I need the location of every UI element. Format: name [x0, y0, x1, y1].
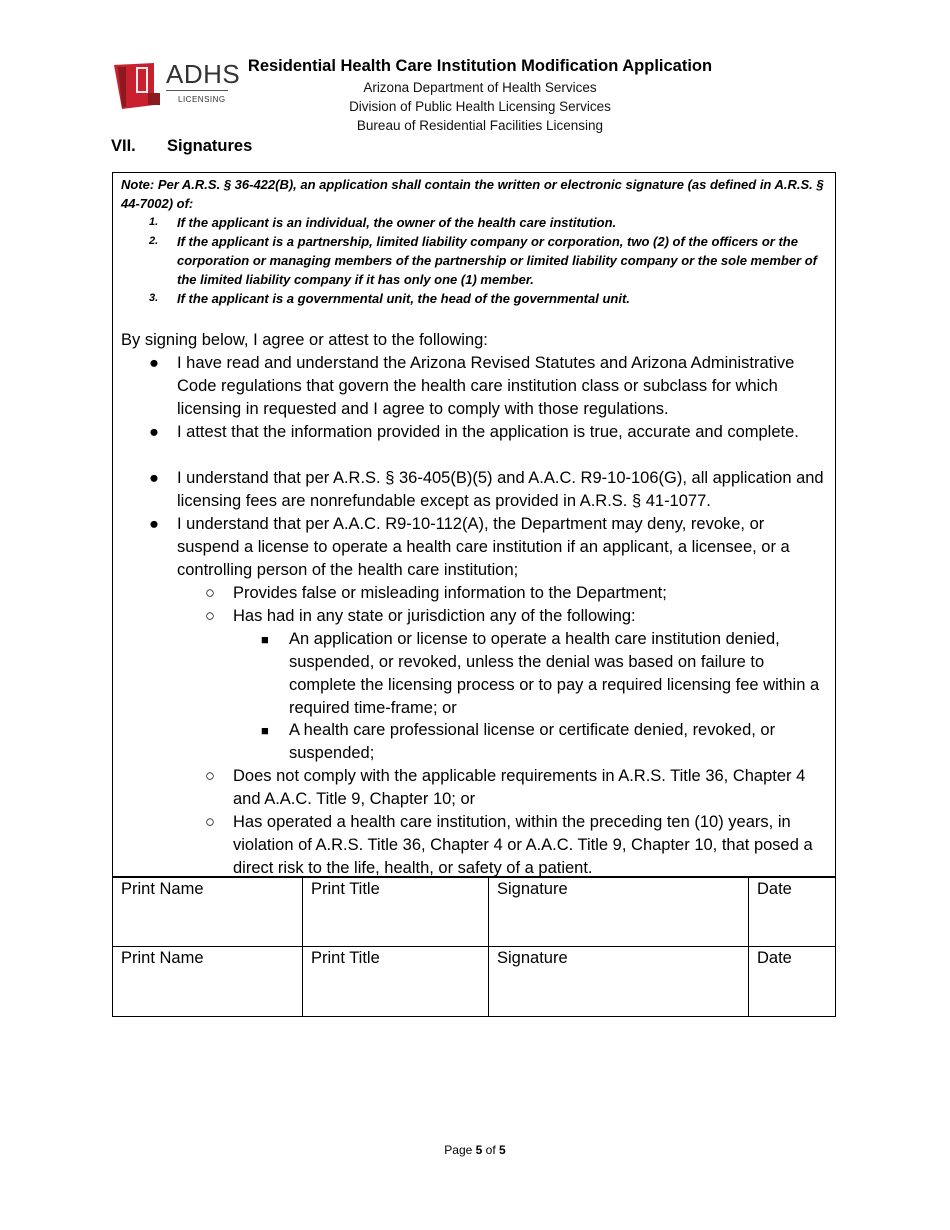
page-total: 5 [499, 1143, 506, 1157]
print-title-field[interactable]: Print Title [303, 947, 489, 1016]
circle-bullet-icon: ○ [205, 813, 215, 831]
document-title: Residential Health Care Institution Modification Application [247, 57, 713, 75]
logo-text: ADHS [166, 59, 241, 89]
page-label: Page [444, 1143, 476, 1157]
attest-item: I have read and understand the Arizona Revised Statutes and Arizona Administrative Code regulations that govern the health care institution class or subclass for which licensing in requested and I agree to comply with those regulations. [177, 354, 795, 418]
square-bullet-icon: ■ [261, 632, 269, 647]
note-item-text: If the applicant is a partnership, limited liability company or corporation, two (2) of the officers or the corporation or managing members of the partnership or limited liability company or the sole member of the limited liability company if it has only one (1) member. [177, 234, 818, 287]
section-number: VII. [111, 137, 136, 155]
date-field[interactable]: Date [749, 878, 835, 947]
note-item-number: 2. [149, 235, 159, 247]
attest-subsubitem: An application or license to operate a health care institution denied, suspended, or revoked, unless the denial was based on failure to complete the licensing process or to pay a required licensing fee within a required time-frame; or [289, 630, 820, 717]
attestation-box [112, 172, 836, 877]
division-name: Division of Public Health Licensing Services [349, 99, 611, 114]
note-item [121, 289, 833, 308]
attest-subsubitem: A health care professional license or certificate denied, revoked, or suspended; [289, 721, 776, 762]
circle-bullet-icon: ○ [205, 767, 215, 785]
attest-subitem: Does not comply with the applicable requirements in A.R.S. Title 36, Chapter 4 and A.A.C. Title 9, Chapter 10; or [233, 767, 806, 808]
attest-subitem: Provides false or misleading information to the Department; [233, 584, 667, 602]
legal-note: Note: Per A.R.S. § 36-422(B), an application shall contain the written or electronic signature (as defined in A.R.S. § 44-7002) of: [121, 177, 824, 211]
circle-bullet-icon: ○ [205, 584, 215, 602]
page-number: 5 [475, 1143, 483, 1157]
square-bullet-icon: ■ [261, 723, 269, 738]
bullet-icon: ● [149, 354, 159, 372]
bullet-icon: ● [149, 469, 159, 487]
bullet-icon: ● [149, 515, 159, 533]
note-item [121, 213, 833, 232]
signature-field[interactable]: Signature [489, 878, 749, 947]
signature-table [112, 877, 836, 1017]
attest-subitem: Has had in any state or jurisdiction any of the following: [233, 607, 636, 625]
logo-subtext: LICENSING [178, 95, 226, 104]
attest-intro: By signing below, I agree or attest to the following: [121, 331, 488, 349]
print-name-field[interactable]: Print Name [113, 947, 303, 1016]
attest-subitem: Has operated a health care institution, within the preceding ten (10) years, in violation of A.R.S. Title 36, Chapter 4 or A.A.C. Title 9, Chapter 10, that posed a direct risk to the life, health, or safety of a patient. [233, 813, 813, 877]
department-name: Arizona Department of Health Services [363, 80, 597, 95]
section-heading [111, 137, 252, 156]
print-title-field[interactable]: Print Title [303, 878, 489, 947]
circle-bullet-icon: ○ [205, 607, 215, 625]
attest-item: I attest that the information provided in the application is true, accurate and complete. [177, 423, 799, 441]
date-field[interactable]: Date [757, 949, 792, 967]
attest-item: I understand that per A.A.C. R9-10-112(A), the Department may deny, revoke, or suspend a license to operate a health care institution if an applicant, a licensee, or a controlling person of the health care institution; [177, 515, 790, 579]
attest-item: I understand that per A.R.S. § 36-405(B)(5) and A.A.C. R9-10-106(G), all application and licensing fees are nonrefundable except as provided in A.R.S. § 41-1077. [177, 469, 824, 510]
page-of-label: of [482, 1143, 500, 1157]
note-item-text: If the applicant is a governmental unit, the head of the governmental unit. [177, 291, 630, 306]
page-footer [0, 1143, 950, 1157]
note-item [121, 232, 833, 289]
bullet-icon: ● [149, 423, 159, 441]
signature-field[interactable]: Signature [489, 947, 749, 1016]
note-item-number: 1. [149, 216, 159, 228]
section-title: Signatures [167, 137, 253, 155]
note-item-number: 3. [149, 292, 159, 304]
note-item-text: If the applicant is an individual, the owner of the health care institution. [177, 215, 617, 230]
print-name-field[interactable]: Print Name [113, 878, 303, 947]
bureau-name: Bureau of Residential Facilities Licensing [356, 118, 604, 133]
